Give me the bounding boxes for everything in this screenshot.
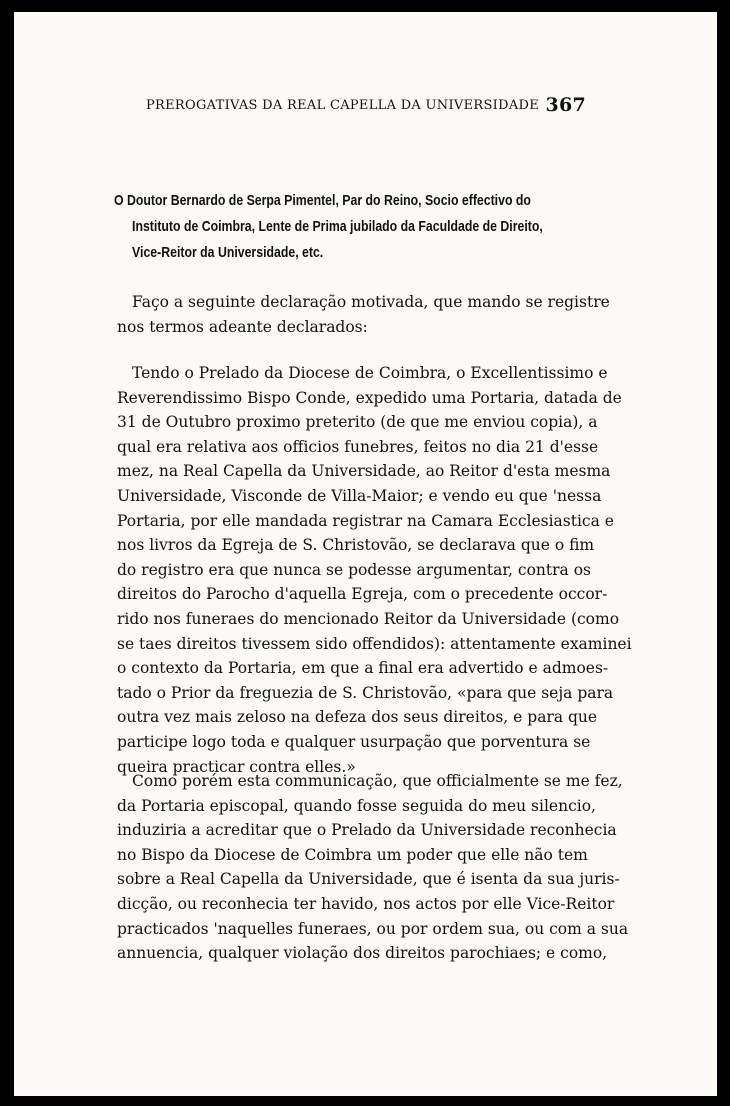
text-line: rido nos funeraes do mencionado Reitor da Universidade (como xyxy=(117,609,620,628)
text-line: Faço a seguinte declaração motivada, que mando se registre xyxy=(132,293,610,311)
text-line: direitos do Parocho d'aquella Egreja, com o precedente occor- xyxy=(117,585,608,604)
text-line: nos livros da Egreja de S. Christovão, se declarava que o fim xyxy=(117,536,595,555)
text-line: outra vez mais zeloso na defeza dos seus direitos, e para que xyxy=(117,708,598,727)
text-line: no Bispo da Diocese de Coimbra um poder que elle não tem xyxy=(117,845,588,864)
heading-line: O Doutor Bernardo de Serpa Pimentel, Par do Reino, Socio effectivo do xyxy=(114,192,531,209)
text-line: do registro era que nunca se podesse argumentar, contra os xyxy=(117,560,591,579)
text-line: Tendo o Prelado da Diocese de Coimbra, o Excellentissimo e xyxy=(132,364,608,382)
heading-line: Vice-Reitor da Universidade, etc. xyxy=(132,244,324,261)
paragraph xyxy=(117,290,610,339)
text-line: practicados 'naquelles funeraes, ou por ordem sua, ou com a sua xyxy=(117,919,629,938)
text-line: Universidade, Visconde de Villa-Maior; e vendo eu que 'nessa xyxy=(117,486,602,505)
text-line: nos termos adeante declarados: xyxy=(117,317,368,336)
text-line: annuencia, qualquer violação dos direitos parochiaes; e como, xyxy=(117,944,608,963)
text-line: dicção, ou reconhecia ter havido, nos actos por elle Vice-Reitor xyxy=(117,894,615,913)
text-line: tado o Prior da freguezia de S. Christovão, «para que seja para xyxy=(117,683,614,702)
heading-line: Instituto de Coimbra, Lente de Prima jubilado da Faculdade de Direito, xyxy=(132,218,543,235)
text-line: Reverendissimo Bispo Conde, expedido uma Portaria, datada de xyxy=(117,388,622,407)
text-line: induziria a acreditar que o Prelado da Universidade reconhecia xyxy=(117,821,617,840)
text-line: mez, na Real Capella da Universidade, ao Reitor d'esta mesma xyxy=(117,462,611,481)
text-line: se taes direitos tivessem sido offendidos): attentamente examinei xyxy=(117,634,632,653)
text-line: da Portaria episcopal, quando fosse seguida do meu silencio, xyxy=(117,796,596,815)
page-number: 367 xyxy=(545,94,586,116)
text-line: 31 de Outubro proximo preterito (de que me enviou copia), a xyxy=(117,413,598,432)
paragraph xyxy=(117,769,629,966)
text-line: qual era relativa aos officios funebres, feitos no dia 21 d'esse xyxy=(117,437,599,456)
running-title: PREROGATIVAS DA REAL CAPELLA DA UNIVERSIDADE xyxy=(146,98,540,113)
decree-heading xyxy=(114,188,584,266)
paragraph xyxy=(117,361,632,779)
text-line: participe logo toda e qualquer usurpação que porventura se xyxy=(117,732,591,751)
text-line: queira practicar contra elles.» xyxy=(117,757,356,776)
text-line: Como porém esta communicação, que officialmente se me fez, xyxy=(132,772,623,790)
book-page xyxy=(14,12,717,1096)
text-line: o contexto da Portaria, em que a final era advertido e admoes- xyxy=(117,659,609,678)
text-line: sobre a Real Capella da Universidade, que é isenta da sua juris- xyxy=(117,870,620,889)
text-line: Portaria, por elle mandada registrar na Camara Ecclesiastica e xyxy=(117,511,614,530)
